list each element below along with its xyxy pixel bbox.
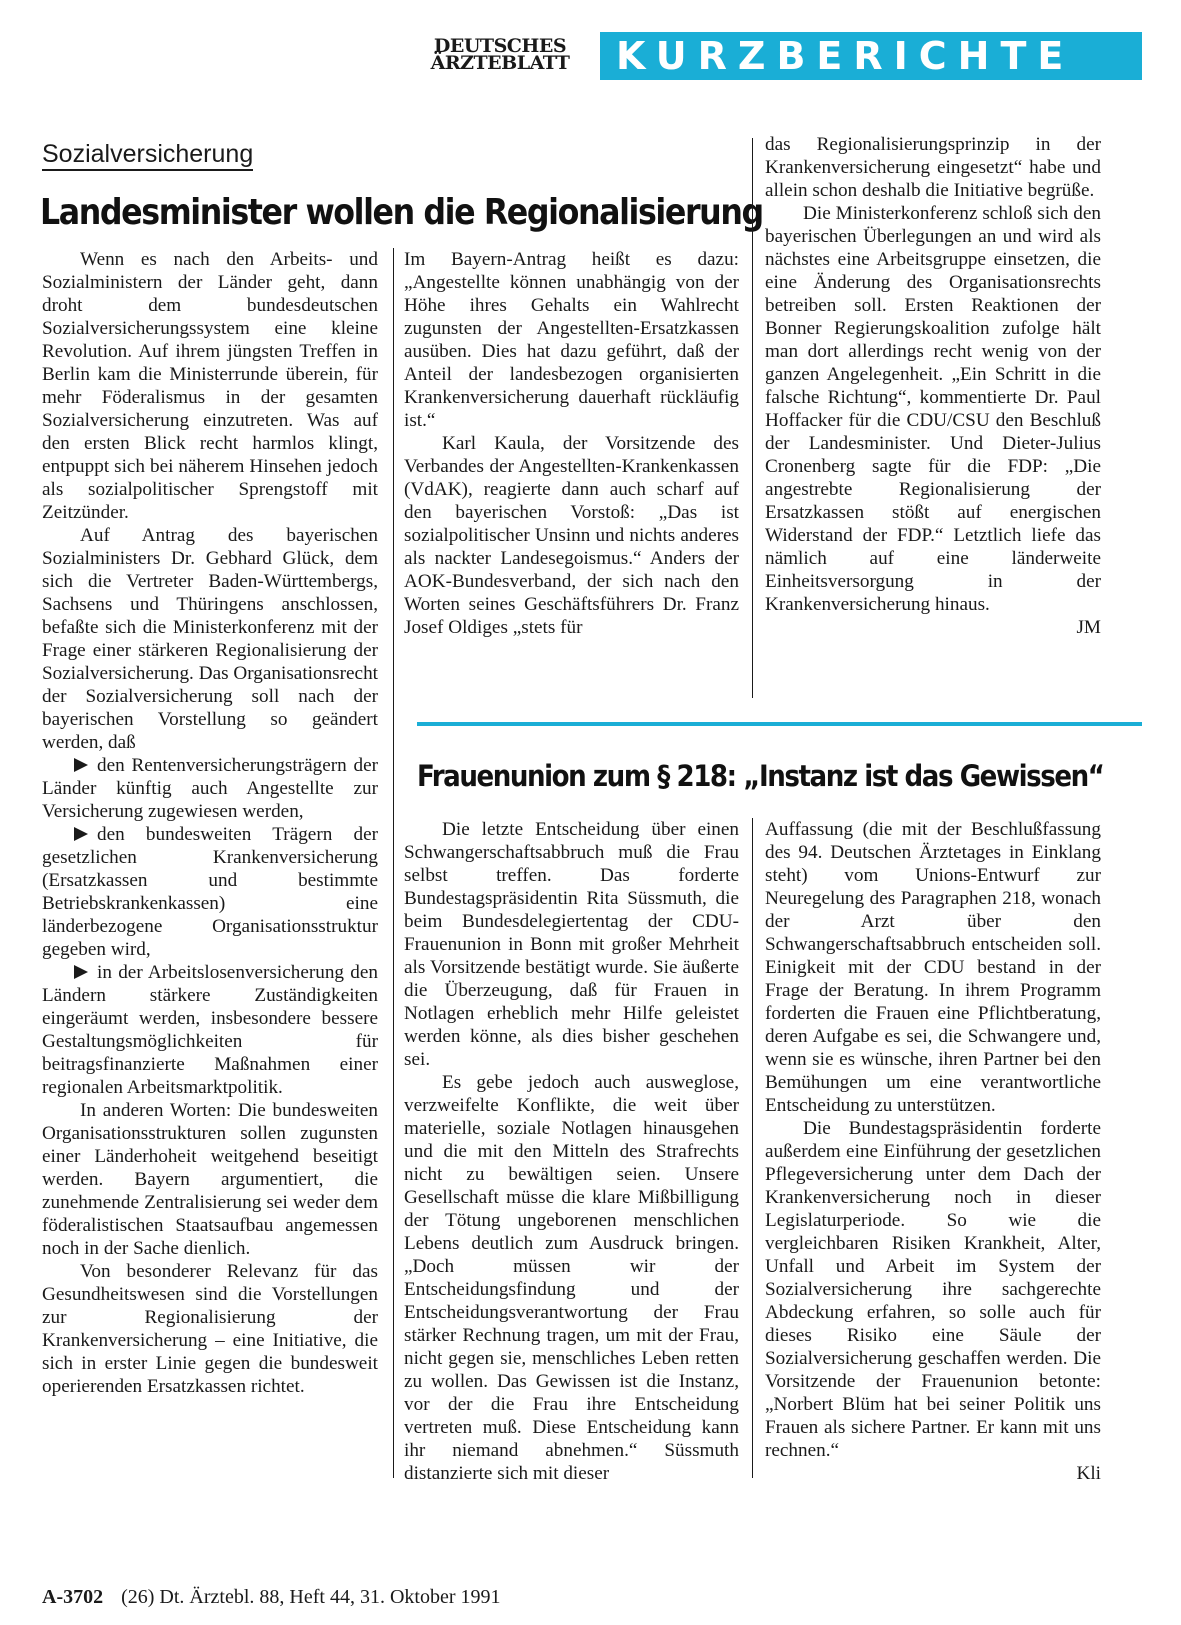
page-number: A-3702 (42, 1586, 104, 1608)
logo-line-2: ÄRZTEBLATT (430, 52, 570, 74)
triangle-bullet-icon (74, 827, 88, 841)
article1-headline: Landesminister wollen die Regionalisierung (40, 192, 763, 233)
article2-column-1 (404, 818, 739, 1485)
page-footer (42, 1586, 500, 1609)
paragraph: In anderen Worten: Die bundesweiten Organisationsstrukturen sollen zugunsten einer Länderhoheit weitgehend beseitigt werden. Bayern argumentiert, die zunehmende Zentralisierung sei weder dem föderalistischen Staatsaufbau angemessen noch in der Sache dienlich. (42, 1100, 378, 1259)
paragraph: das Regionalisierungsprinzip in der Krankenversicherung eingesetzt“ habe und allein schon deshalb die Initiative begrüße. (765, 134, 1101, 201)
paragraph: Im Bayern-Antrag heißt es dazu: „Angestellte können unabhängig von der Höhe ihres Gehalts ein Wahlrecht zugunsten der Angestellten-Ersatzkassen ausüben. Dies hat dazu geführt, daß der Anteil der landesbezogen organisierten Krankenversicherung dauerhaft rückläufig ist.“ (404, 249, 739, 431)
bullet-item: den bundesweiten Trägern der gesetzlichen Krankenversicherung (Ersatzkassen und bestimmte Betriebskrankenkassen) eine länderbezogene Organisationsstruktur gegeben wird, (42, 824, 378, 960)
logo-line-1: DEUTSCHES (433, 35, 567, 57)
paragraph: Auffassung (die mit der Beschlußfassung des 94. Deutschen Ärztetages in Einklang steht) vom Unions-Entwurf zur Neuregelung des Paragraphen 218, wonach der Arzt über den Schwangerschaftsabbruch entscheiden soll. Einigkeit mit der CDU bestand in der Frage der Beratung. In ihrem Programm forderten die Frauen eine Pflichtberatung, deren Aufgabe es sei, die Schwangere und, wenn sie es wünsche, ihren Partner bei den Bemühungen um eine verantwortliche Entscheidung zu unterstützen. (765, 819, 1101, 1116)
paragraph: Von besonderer Relevanz für das Gesundheitswesen sind die Vorstellungen zur Regionalisierung der Krankenversicherung – eine Initiative, die sich in erster Linie gegen die bundesweit operierenden Ersatzkassen richtet. (42, 1261, 378, 1397)
section-banner: KURZBERICHTE (600, 32, 1142, 80)
paragraph: Wenn es nach den Arbeits- und Sozialministern der Länder geht, dann droht dem bundesdeutschen Sozialversicherungssystem eine kleine Revolution. Auf ihrem jüngsten Treffen in Berlin kam die Ministerrunde überein, für mehr Föderalismus in der gesamten Sozialversicherung einzutreten. Was auf den ersten Blick recht harmlos klingt, entpuppt sich bei näherem Hinsehen jedoch als sozialpolitischer Sprengstoff mit Zeitzünder. (42, 249, 378, 523)
paragraph: Auf Antrag des bayerischen Sozialministers Dr. Gebhard Glück, dem sich die Vertreter Baden-Württembergs, Sachsens und Thüringens anschlossen, befaßte sich die Ministerkonferenz mit der Frage einer stärkeren Regionalisierung der Sozialversicherung. Das Organisationsrecht der Sozialversicherung soll nach der bayerischen Vorstellung so geändert werden, daß (42, 525, 378, 753)
column-divider (752, 138, 753, 698)
article1-column-1 (42, 248, 378, 1398)
citation: (26) Dt. Ärztebl. 88, Heft 44, 31. Oktober 1991 (121, 1586, 501, 1608)
article1-column-3 (765, 133, 1101, 639)
article1-kicker: Sozialversicherung (42, 139, 253, 171)
author-initials: JM (1076, 617, 1101, 638)
paragraph: Die Bundestagspräsidentin forderte außerdem eine Einführung der gesetzlichen Pflegeversicherung unter dem Dach der Krankenversicherung noch in dieser Legislaturperiode. So wie die vergleichbaren Risiken Krankheit, Alter, Unfall und Arbeit im System der Sozialversicherung ihre sachgerechte Abdeckung erfahren, so solle auch für dieses Risiko eine Säule der Sozialversicherung geschaffen werden. Die Vorsitzende der Frauenunion betonte: „Norbert Blüm hat bei seiner Politik uns Frauen als sichere Partner. Er kann mit uns rechnen.“ (765, 1118, 1101, 1461)
paragraph: Karl Kaula, der Vorsitzende des Verbandes der Angestellten-Krankenkassen (VdAK), reagierte dann auch scharf auf den bayerischen Vorstoß: „Das ist sozialpolitischer Unsinn und nichts anderes als nackter Landesegoismus.“ Anders der AOK-Bundesverband, der sich nach den Worten seines Geschäftsführers Dr. Franz Josef Oldiges „stets für (404, 433, 739, 638)
paragraph: Die letzte Entscheidung über einen Schwangerschaftsabbruch muß die Frau selbst treffen. Das forderte Bundestagspräsidentin Rita Süssmuth, die beim Bundesdelegiertentag der CDU-Frauenunion in Bonn mit großer Mehrheit als Vorsitzende bestätigt wurde. Sie äußerte die Überzeugung, daß für Frauen in Notlagen erheblich mehr Hilfe geleistet werden könne, als dies bisher geschehen sei. (404, 819, 739, 1070)
article2-headline: Frauenunion zum § 218: „Instanz ist das Gewissen“ (417, 759, 1104, 793)
article2-column-2 (765, 818, 1101, 1485)
column-divider (393, 248, 394, 1478)
column-divider (752, 818, 753, 1478)
bullet-item: den Rentenversicherungsträgern der Länder künftig auch Angestellte zur Versicherung zugewiesen werden, (42, 755, 378, 822)
paragraph: Es gebe jedoch auch ausweglose, verzweifelte Konflikte, die weit über materielle, soziale Notlagen hinausgehen und die mit den Mitteln des Strafrechts nicht zu bewältigen seien. Unsere Gesellschaft müsse die klare Mißbilligung der Tötung ungeborenen menschlichen Lebens deutlich zum Ausdruck bringen. „Doch müssen wir der Entscheidungsfindung und der Entscheidungsverantwortung der Frau stärker Rechnung tragen, um mit der Frau, nicht gegen sie, menschliches Leben retten zu wollen. Das Gewissen ist die Instanz, vor der die Frau ihre Entscheidung vertreten muß. Diese Entscheidung kann ihr niemand abnehmen.“ Süssmuth distanzierte sich mit dieser (404, 1072, 739, 1484)
bullet-item: in der Arbeitslosenversicherung den Ländern stärkere Zuständigkeiten eingeräumt werden, insbesondere bessere Gestaltungsmöglichkeiten für beitragsfinanzierte Maßnahmen einer regionalen Arbeitsmarktpolitik. (42, 962, 378, 1098)
article1-column-2 (404, 248, 739, 639)
author-initials: Kli (1076, 1463, 1101, 1484)
triangle-bullet-icon (74, 758, 88, 772)
section-divider (417, 722, 1142, 726)
journal-logo (416, 35, 584, 74)
paragraph: Die Ministerkonferenz schloß sich den bayerischen Überlegungen an und wird als nächstes eine Arbeitsgruppe einsetzen, die eine Änderung des Organisationsrechts betreiben soll. Ersten Reaktionen der Bonner Regierungskoalition zufolge hält man dort allerdings recht wenig von der ganzen Angelegenheit. „Ein Schritt in die falsche Richtung“, kommentierte Dr. Paul Hoffacker für die CDU/CSU den Beschluß der Landesminister. Und Dieter-Julius Cronenberg sagte für die FDP: „Die angestrebte Regionalisierung der Ersatzkassen stößt auf energischen Widerstand der FDP.“ Letztlich liefe das nämlich auf eine länderweite Einheitsversorgung in der Krankenversicherung hinaus. (765, 203, 1101, 615)
triangle-bullet-icon (74, 965, 88, 979)
